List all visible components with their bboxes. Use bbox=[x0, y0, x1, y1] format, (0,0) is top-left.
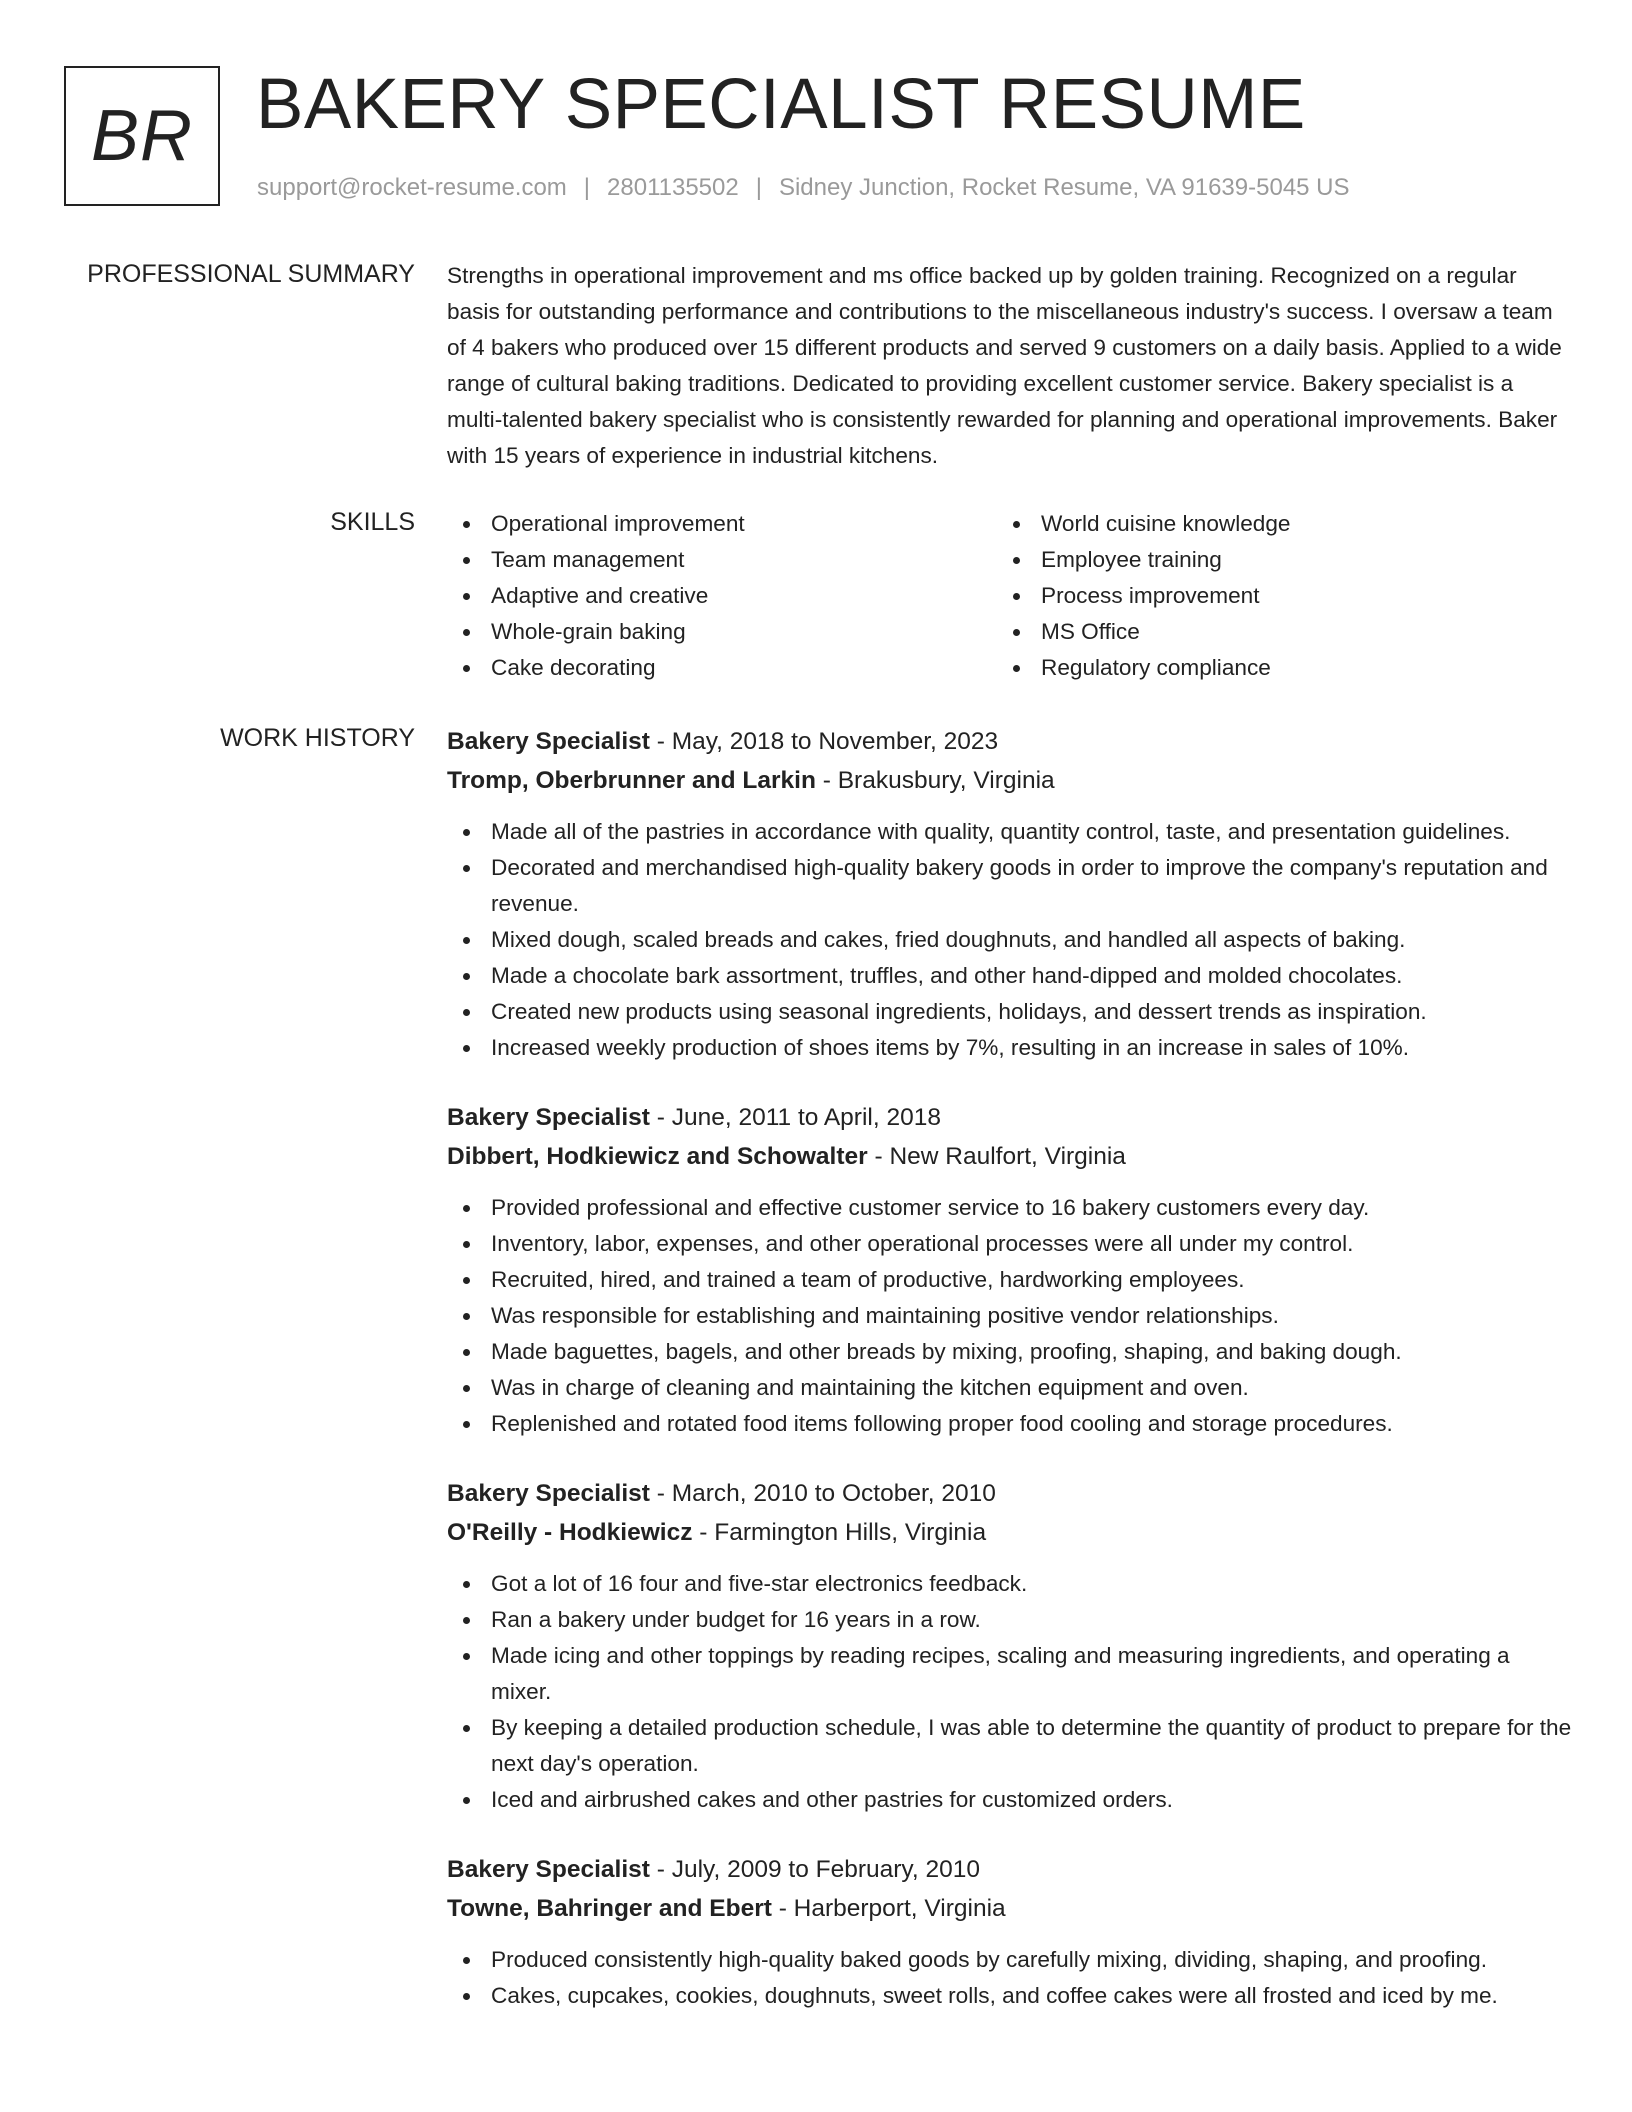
job-location: Brakusbury, Virginia bbox=[837, 767, 1055, 794]
dash-separator: - bbox=[815, 767, 838, 794]
dash-separator: - bbox=[771, 1895, 794, 1922]
resume-header bbox=[64, 66, 1564, 216]
job-title: Bakery Specialist bbox=[447, 1856, 650, 1883]
job-company-line bbox=[447, 1513, 1572, 1552]
job-dates: July, 2009 to February, 2010 bbox=[671, 1856, 980, 1883]
resume-title: BAKERY SPECIALIST RESUME bbox=[256, 65, 1306, 144]
summary-body bbox=[447, 258, 1572, 474]
duty-item: Provided professional and effective customer service to 16 bakery customers every day. bbox=[447, 1190, 1572, 1226]
contact-separator: | bbox=[755, 174, 762, 201]
contact-phone: 2801135502 bbox=[607, 174, 739, 201]
duty-item: Mixed dough, scaled breads and cakes, fried doughnuts, and handled all aspects of baking. bbox=[447, 922, 1572, 958]
job-company: Towne, Bahringer and Ebert bbox=[447, 1895, 772, 1922]
job-dates: March, 2010 to October, 2010 bbox=[671, 1480, 996, 1507]
job-location: New Raulfort, Virginia bbox=[889, 1143, 1126, 1170]
job-entry bbox=[447, 1098, 1572, 1442]
contact-separator: | bbox=[583, 174, 591, 201]
job-location: Harberport, Virginia bbox=[793, 1895, 1006, 1922]
job-dates: June, 2011 to April, 2018 bbox=[671, 1104, 941, 1131]
job-duties-list bbox=[447, 814, 1572, 1066]
duty-item: Cakes, cupcakes, cookies, doughnuts, sweet rolls, and coffee cakes were all frosted and iced by me. bbox=[447, 1978, 1572, 2014]
skill-item: Adaptive and creative bbox=[447, 578, 997, 614]
skill-item: Whole-grain baking bbox=[447, 614, 997, 650]
job-duties-list bbox=[447, 1190, 1572, 1442]
duty-item: Recruited, hired, and trained a team of productive, hardworking employees. bbox=[447, 1262, 1572, 1298]
skills-body bbox=[447, 506, 1572, 686]
duty-item: Inventory, labor, expenses, and other operational processes were all under my control. bbox=[447, 1226, 1572, 1262]
work-history-heading: WORK HISTORY bbox=[220, 724, 415, 752]
job-company-line bbox=[447, 761, 1572, 800]
dash-separator: - bbox=[649, 1856, 672, 1883]
job-company: Tromp, Oberbrunner and Larkin bbox=[447, 767, 816, 794]
contact-email: support@rocket-resume.com bbox=[257, 174, 567, 201]
job-duties-list bbox=[447, 1566, 1572, 1818]
duty-item: Was responsible for establishing and maintaining positive vendor relationships. bbox=[447, 1298, 1572, 1334]
skills-heading: SKILLS bbox=[330, 508, 415, 536]
job-title: Bakery Specialist bbox=[447, 1104, 650, 1131]
duty-item: Made baguettes, bagels, and other breads by mixing, proofing, shaping, and baking dough. bbox=[447, 1334, 1572, 1370]
dash-separator: - bbox=[649, 1104, 672, 1131]
skills-grid bbox=[447, 506, 1572, 686]
duty-item: Iced and airbrushed cakes and other pastries for customized orders. bbox=[447, 1782, 1572, 1818]
job-company: O'Reilly - Hodkiewicz bbox=[447, 1519, 693, 1546]
dash-separator: - bbox=[867, 1143, 890, 1170]
job-duties-list bbox=[447, 1942, 1572, 2014]
job-title: Bakery Specialist bbox=[447, 1480, 650, 1507]
duty-item: Decorated and merchandised high-quality bakery goods in order to improve the company's reputation and revenue. bbox=[447, 850, 1572, 922]
work-history-body bbox=[447, 722, 1572, 2046]
duty-item: Made icing and other toppings by reading recipes, scaling and measuring ingredients, and operating a mixer. bbox=[447, 1638, 1572, 1710]
skills-column-left bbox=[447, 506, 997, 686]
skill-item: World cuisine knowledge bbox=[997, 506, 1547, 542]
skill-item: Regulatory compliance bbox=[997, 650, 1547, 686]
job-dates: May, 2018 to November, 2023 bbox=[671, 728, 999, 755]
contact-line bbox=[257, 174, 1350, 202]
job-title-line bbox=[447, 1850, 1572, 1889]
skills-column-right bbox=[997, 506, 1547, 686]
summary-text: Strengths in operational improvement and ms office backed up by golden training. Recognized on a regular basis for outstanding performance and contributions to the miscellaneous industry's success. I oversaw a team of 4 bakers who produced over 15 different products and served 9 customers on a daily basis. Applied to a wide range of cultural baking traditions. Dedicated to providing excellent customer service. Bakery specialist is a multi-talented bakery specialist who is consistently rewarded for planning and operational improvements. Baker with 15 years of experience in industrial kitchens. bbox=[447, 263, 1562, 468]
job-company-line bbox=[447, 1889, 1572, 1928]
skill-item: Cake decorating bbox=[447, 650, 997, 686]
job-entry bbox=[447, 1474, 1572, 1818]
job-title-line bbox=[447, 1474, 1572, 1513]
duty-item: Made a chocolate bark assortment, truffles, and other hand-dipped and molded chocolates. bbox=[447, 958, 1572, 994]
job-location: Farmington Hills, Virginia bbox=[714, 1519, 987, 1546]
duty-item: Ran a bakery under budget for 16 years in a row. bbox=[447, 1602, 1572, 1638]
duty-item: Got a lot of 16 four and five-star electronics feedback. bbox=[447, 1566, 1572, 1602]
job-entry bbox=[447, 1850, 1572, 2014]
duty-item: Replenished and rotated food items following proper food cooling and storage procedures. bbox=[447, 1406, 1572, 1442]
skill-item: Employee training bbox=[997, 542, 1547, 578]
initials-monogram: BR bbox=[64, 66, 220, 206]
skill-item: Operational improvement bbox=[447, 506, 997, 542]
duty-item: Increased weekly production of shoes items by 7%, resulting in an increase in sales of 10%. bbox=[447, 1030, 1572, 1066]
dash-separator: - bbox=[649, 1480, 672, 1507]
job-title-line bbox=[447, 1098, 1572, 1137]
job-company: Dibbert, Hodkiewicz and Schowalter bbox=[447, 1143, 868, 1170]
skill-item: Process improvement bbox=[997, 578, 1547, 614]
skill-item: MS Office bbox=[997, 614, 1547, 650]
duty-item: Made all of the pastries in accordance with quality, quantity control, taste, and presentation guidelines. bbox=[447, 814, 1572, 850]
job-title-line bbox=[447, 722, 1572, 761]
duty-item: Was in charge of cleaning and maintaining the kitchen equipment and oven. bbox=[447, 1370, 1572, 1406]
job-entry bbox=[447, 722, 1572, 1066]
duty-item: Created new products using seasonal ingredients, holidays, and dessert trends as inspiration. bbox=[447, 994, 1572, 1030]
dash-separator: - bbox=[692, 1519, 715, 1546]
duty-item: By keeping a detailed production schedule, I was able to determine the quantity of product to prepare for the next day's operation. bbox=[447, 1710, 1572, 1782]
skill-item: Team management bbox=[447, 542, 997, 578]
job-title: Bakery Specialist bbox=[447, 728, 650, 755]
duty-item: Produced consistently high-quality baked goods by carefully mixing, dividing, shaping, and proofing. bbox=[447, 1942, 1572, 1978]
summary-heading: PROFESSIONAL SUMMARY bbox=[87, 260, 415, 288]
contact-address: Sidney Junction, Rocket Resume, VA 91639-5045 US bbox=[778, 174, 1350, 201]
job-company-line bbox=[447, 1137, 1572, 1176]
dash-separator: - bbox=[649, 728, 672, 755]
